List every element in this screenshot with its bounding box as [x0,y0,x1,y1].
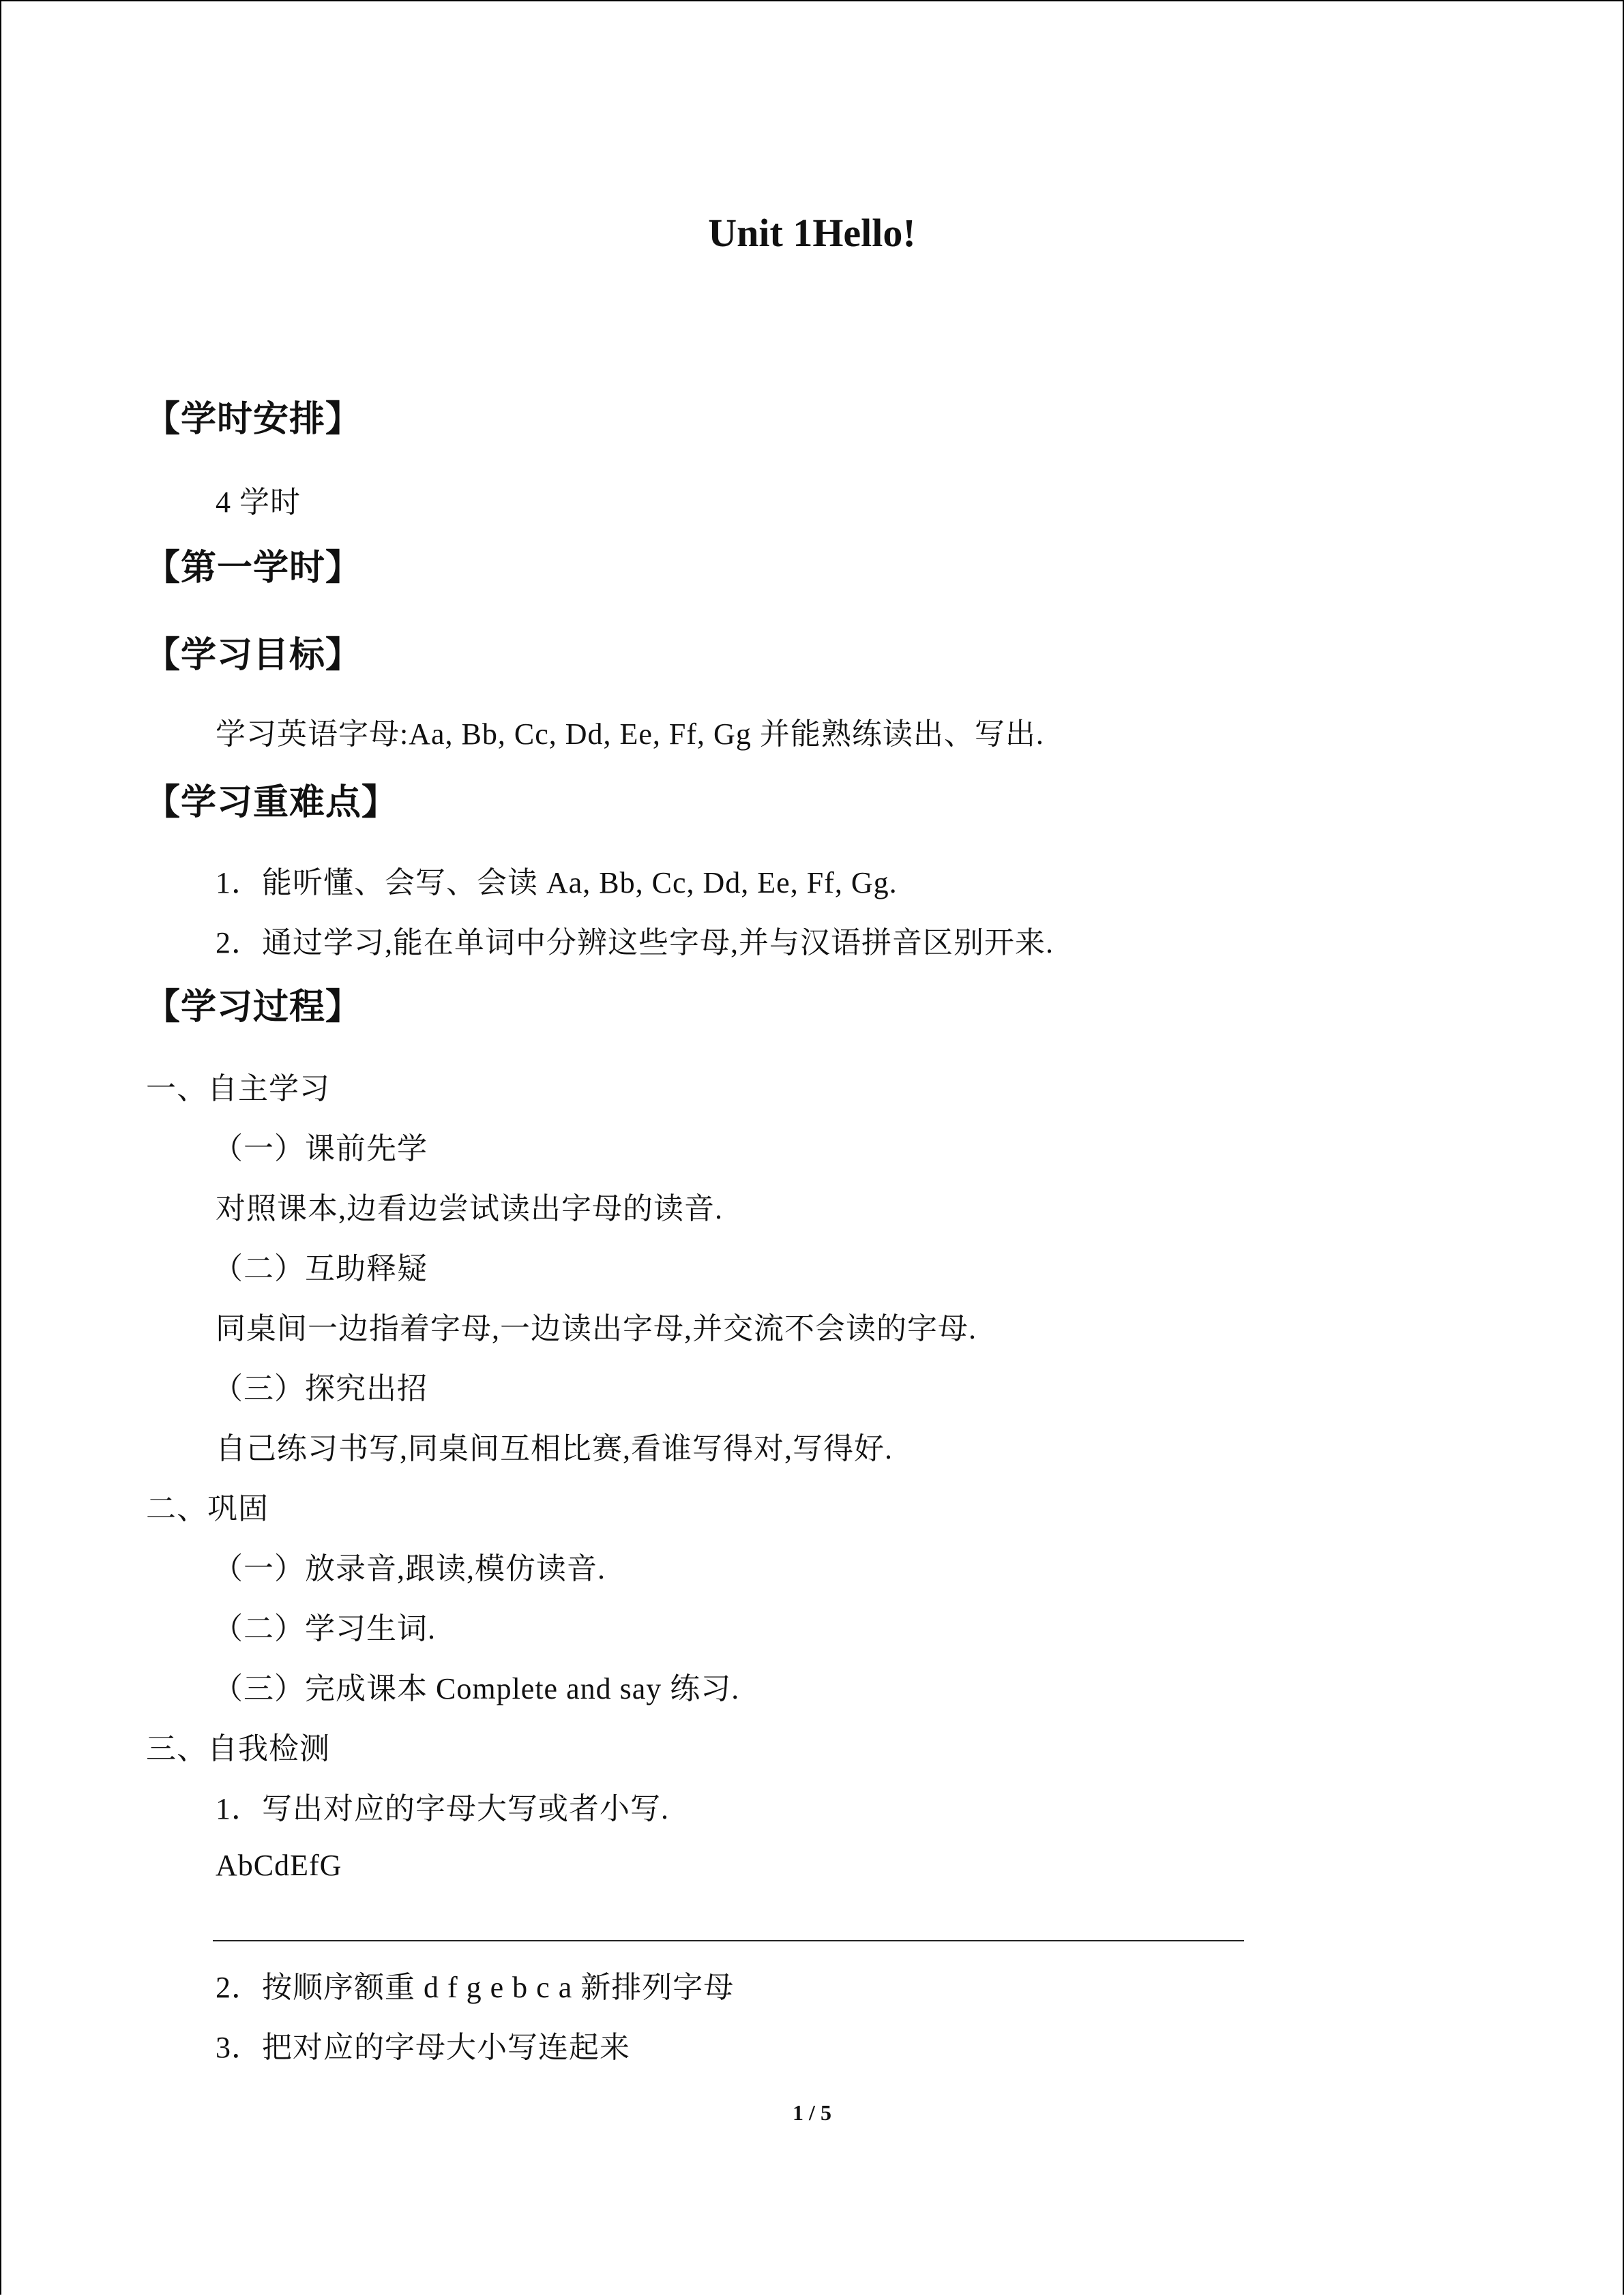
heading-first-period: 【第一学时】 [145,548,362,588]
process-part1-title: 一、自主学习 [146,1072,330,1105]
answer-line [213,1940,1244,1941]
process-part1-sub1-text: 对照课本,边看边尝试读出字母的读音. [216,1192,723,1225]
heading-process: 【学习过程】 [145,987,362,1028]
process-part3-title: 三、自我检测 [146,1732,330,1765]
heading-schedule: 【学时安排】 [145,399,362,440]
document-title: Unit 1Hello! [708,211,916,255]
objectives-text: 学习英语字母:Aa, Bb, Cc, Dd, Ee, Ff, Gg 并能熟练读出、写出. [216,717,1044,751]
page-number: 1 / 5 [793,2100,831,2125]
key-point-item: 1．能听懂、会写、会读 Aa, Bb, Cc, Dd, Ee, Ff, Gg. [216,866,898,899]
self-test-question-3: 3．把对应的字母大小写连起来 [216,2031,630,2064]
process-part2-title: 二、巩固 [146,1492,269,1525]
process-part2-item: （三）完成课本 Complete and say 练习. [213,1672,740,1705]
key-point-item: 2．通过学习,能在单词中分辨这些字母,并与汉语拼音区别开来. [216,926,1054,959]
process-part1-sub3-title: （三）探究出招 [213,1372,428,1405]
process-part2-item: （二）学习生词. [213,1612,436,1645]
process-part2-item: （一）放录音,跟读,模仿读音. [213,1552,606,1585]
self-test-question-2: 2．按顺序额重 d f g e b c a 新排列字母 [216,1971,735,2004]
schedule-value: 4 学时 [216,486,301,519]
heading-key-points: 【学习重难点】 [145,782,398,823]
self-test-letters: AbCdEfG [216,1849,342,1882]
process-part1-sub1-title: （一）课前先学 [213,1132,428,1165]
process-part1-sub3-text: 自己练习书写,同桌间互相比赛,看谁写得对,写得好. [216,1432,893,1465]
self-test-question-1: 1．写出对应的字母大写或者小写. [216,1792,669,1825]
process-part1-sub2-title: （二）互助释疑 [213,1252,428,1285]
heading-objectives: 【学习目标】 [145,635,362,676]
process-part1-sub2-text: 同桌间一边指着字母,一边读出字母,并交流不会读的字母. [216,1312,977,1345]
